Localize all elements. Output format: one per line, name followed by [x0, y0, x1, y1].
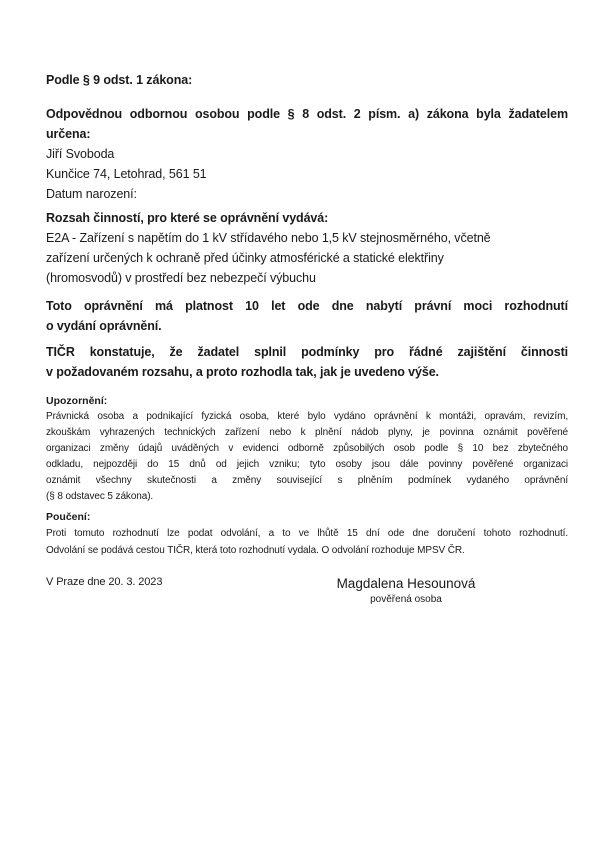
scope-line-2: zařízení určených k ochraně před účinky atmosférické a statické elektřiny [46, 251, 444, 265]
responsible-person-heading-line1: Odpovědnou odbornou osobou podle § 8 odst. 2 písm. a) zákona byla žadatelem [46, 107, 568, 121]
validity-line-1: Toto oprávnění má platnost 10 let ode dne nabytí právní moci rozhodnutí [46, 299, 568, 313]
person-name: Jiří Svoboda [46, 147, 115, 161]
scope-line-3: (hromosvodů) v prostředí bez nebezpečí výbuchu [46, 271, 316, 285]
signature-block [316, 575, 496, 607]
scope-line-1: E2A - Zařízení s napětím do 1 kV střídavého nebo 1,5 kV stejnosměrného, včetně [46, 231, 491, 245]
validity-section [46, 296, 568, 336]
notice-line-1: Právnická osoba a podnikající fyzická osoba, které bylo vydáno oprávnění k montáži, opravám, revizím, [46, 411, 568, 422]
footer-row [46, 575, 568, 607]
notice-line-4: odkladu, nejpozději do 15 dnů od jejich vzniku; tyto osoby jsou dále povinny pověřené organizaci [46, 459, 568, 470]
scope-heading: Rozsah činností, pro které se oprávnění vydává: [46, 211, 329, 225]
responsible-person-section [46, 104, 568, 204]
signer-role: pověřená osoba [370, 594, 442, 605]
notice-line-5: oznámit všechny skutečnosti a změny související s plněním podmínek vydaného oprávnění [46, 475, 568, 486]
notice-heading: Upozornění: [46, 395, 108, 407]
notice-line-6: (§ 8 odstavec 5 zákona). [46, 491, 154, 502]
notice-line-3: organizaci změny údajů uváděných v evidenci odborně způsobilých osob podle § 10 bez zbytečného [46, 443, 568, 454]
signer-name: Magdalena Hesounová [336, 576, 476, 591]
document-content [46, 70, 568, 607]
conclusion-line-2: v požadovaném rozsahu, a proto rozhodla tak, jak je uvedeno výše. [46, 365, 439, 379]
place-date: V Praze dne 20. 3. 2023 [46, 576, 163, 588]
validity-line-2: o vydání oprávnění. [46, 319, 162, 333]
intro-heading: Podle § 9 odst. 1 zákona: [46, 73, 193, 87]
responsible-person-heading-line2: určena: [46, 127, 91, 141]
advice-heading: Poučení: [46, 511, 91, 523]
advice-line-1: Proti tomuto rozhodnutí lze podat odvolání, a to ve lhůtě 15 dní ode dne doručení tohoto rozhodnutí. [46, 528, 568, 539]
advice-section [46, 509, 568, 559]
notice-section [46, 393, 568, 505]
notice-line-2: zkouškám vyhrazených technických zařízení nebo k plnění nádob plyny, je povinna oznámit pověřené [46, 427, 568, 438]
conclusion-line-1: TIČR konstatuje, že žadatel splnil podmínky pro řádné zajištění činnosti [46, 345, 568, 359]
conclusion-section [46, 342, 568, 382]
scope-section [46, 208, 568, 288]
person-address: Kunčice 74, Letohrad, 561 51 [46, 167, 207, 181]
person-birth-date-label: Datum narození: [46, 187, 137, 201]
advice-line-2: Odvolání se podává cestou TIČR, která toto rozhodnutí vydala. O odvolání rozhoduje MPSV ČR. [46, 545, 465, 556]
